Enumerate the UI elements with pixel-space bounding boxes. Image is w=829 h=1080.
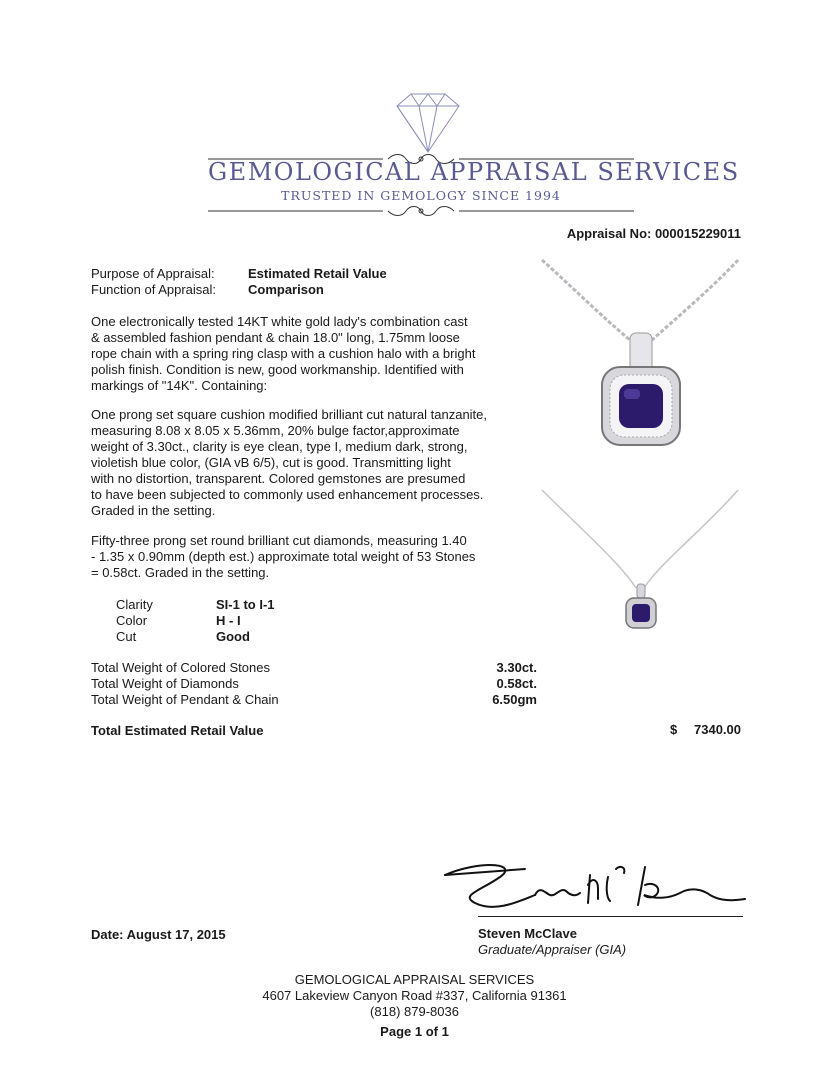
text-line: weight of 3.30ct., clarity is eye clean, type I, medium dark, strong, <box>91 439 468 454</box>
description-paragraph-3 <box>91 533 511 581</box>
page-number: Page 1 of 1 <box>380 1024 449 1039</box>
footer-company: GEMOLOGICAL APPRAISAL SERVICES <box>294 972 535 987</box>
text-line: measuring 8.08 x 8.05 x 5.36mm, 20% bulge factor,approximate <box>91 423 460 438</box>
total-weight-value: 6.50gm <box>492 692 537 707</box>
total-diamonds-value: 0.58ct. <box>496 676 537 691</box>
company-logo-title: GEMOLOGICAL APPRAISAL SERVICES <box>208 158 740 186</box>
retail-value-label: Total Estimated Retail Value <box>91 723 264 738</box>
pendant-on-chain-image <box>540 488 740 648</box>
color-label: Color <box>116 613 148 628</box>
text-line: & assembled fashion pendant & chain 18.0" long, 1.75mm loose <box>91 330 460 345</box>
function-value: Comparison <box>248 282 324 297</box>
purpose-value: Estimated Retail Value <box>248 266 387 281</box>
pendant-closeup-image <box>540 255 740 465</box>
cut-label: Cut <box>116 629 137 644</box>
function-label: Function of Appraisal: <box>91 282 217 297</box>
text-line: rope chain with a spring ring clasp with a cushion halo with a bright <box>91 346 476 361</box>
text-line: = 0.58ct. Graded in the setting. <box>91 565 270 580</box>
text-line: Fifty-three prong set round brilliant cut diamonds, measuring 1.40 <box>91 533 467 548</box>
cut-value: Good <box>216 629 250 644</box>
text-line: One prong set square cushion modified brilliant cut natural tanzanite, <box>91 407 488 422</box>
clarity-label: Clarity <box>116 597 153 612</box>
halo <box>602 367 680 445</box>
signature-line <box>478 916 743 917</box>
retail-amount: 7340.00 <box>694 722 741 737</box>
total-colored-stones-label: Total Weight of Colored Stones <box>91 660 270 675</box>
total-diamonds-label: Total Weight of Diamonds <box>91 676 239 691</box>
text-line: with no distortion, transparent. Colored gemstones are presumed <box>91 471 466 486</box>
color-value: H - I <box>216 613 241 628</box>
diamond-logo-icon <box>383 92 473 154</box>
description-paragraph-2 <box>91 407 511 519</box>
appraiser-name: Steven McClave <box>478 926 577 941</box>
description-paragraph-1 <box>91 314 511 394</box>
footer-phone: (818) 879-8036 <box>370 1004 459 1019</box>
text-line: markings of "14K". Containing: <box>91 378 268 393</box>
text-line: Graded in the setting. <box>91 503 216 518</box>
text-line: One electronically tested 14KT white gold lady's combination cast <box>91 314 468 329</box>
text-line: polish finish. Condition is new, good workmanship. Identified with <box>91 362 464 377</box>
appraisal-date: Date: August 17, 2015 <box>91 927 226 942</box>
retail-currency: $ <box>670 722 678 737</box>
appraiser-signature <box>440 855 750 925</box>
text-line: to have been subjected to commonly used enhancement processes. <box>91 487 484 502</box>
clarity-value: SI-1 to I-1 <box>216 597 275 612</box>
text-line: violetish blue color, (GIA vB 6/5), cut is good. Transmitting light <box>91 455 451 470</box>
total-weight-label: Total Weight of Pendant & Chain <box>91 692 279 707</box>
appraiser-title: Graduate/Appraiser (GIA) <box>478 942 627 957</box>
purpose-label: Purpose of Appraisal: <box>91 266 215 281</box>
company-logo-tagline: TRUSTED IN GEMOLOGY SINCE 1994 <box>281 188 561 203</box>
header-ornament-rule-bottom <box>208 204 634 218</box>
total-colored-stones-value: 3.30ct. <box>496 660 537 675</box>
footer-address: 4607 Lakeview Canyon Road #337, California 91361 <box>262 988 567 1003</box>
text-line: - 1.35 x 0.90mm (depth est.) approximate total weight of 53 Stones <box>91 549 476 564</box>
appraisal-number: Appraisal No: 000015229011 <box>566 226 741 241</box>
